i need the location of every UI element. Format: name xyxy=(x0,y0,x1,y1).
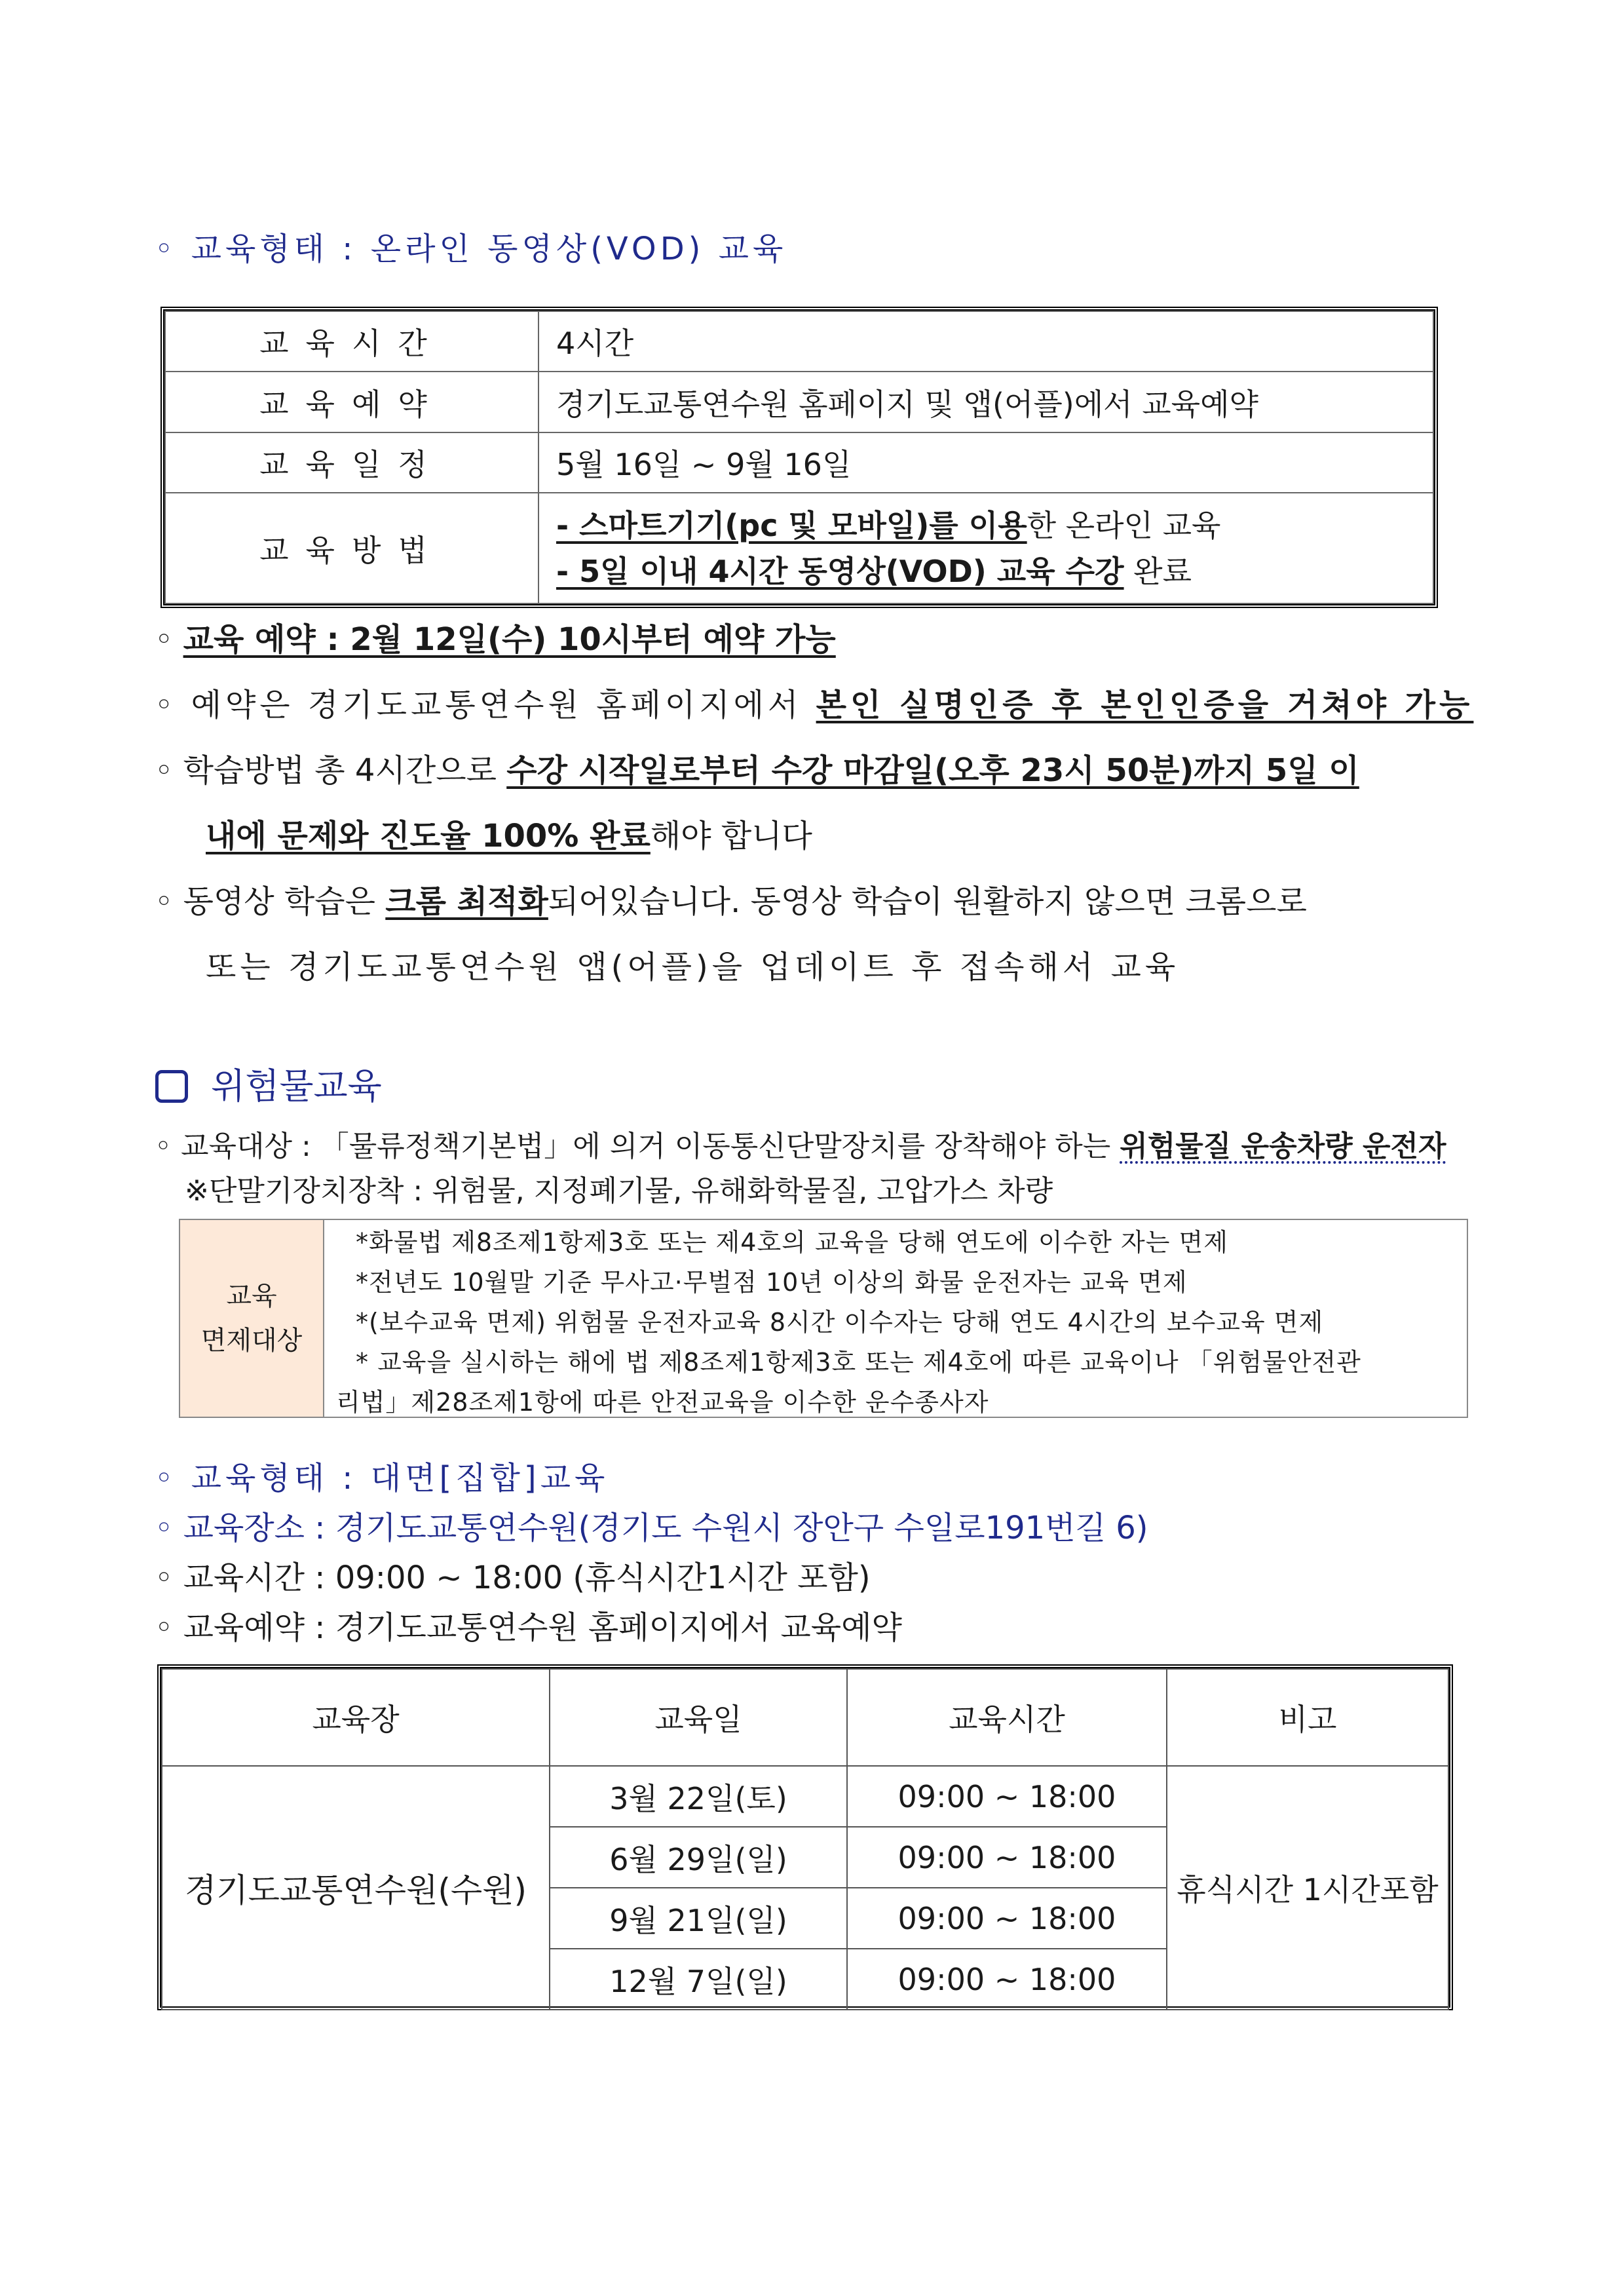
video-line-2: 또는 경기도교통연수원 앱(어플)을 업데이트 후 접속해서 교육 xyxy=(206,949,1180,985)
section-heading: 위험물교육 xyxy=(211,1065,382,1107)
exemption-line: *전년도 10월말 기준 무사고·무벌점 10년 이상의 화물 운전자는 교육 면제 xyxy=(356,1268,1188,1297)
table-row xyxy=(162,1766,1448,1827)
table-row xyxy=(165,493,1433,603)
bullet: ◦ xyxy=(155,621,183,658)
method-line1-underlined: - 스마트기기(pc 및 모바일)를 이용 xyxy=(556,507,1027,543)
booking-line xyxy=(155,619,836,660)
date-cell: 6월 29일(일) xyxy=(550,1827,847,1888)
exemption-label xyxy=(180,1220,324,1417)
video-prefix: ◦ 동영상 학습은 xyxy=(155,883,386,920)
method-underlined-1: 수강 시작일로부터 수강 마감일(오후 23시 50분)까지 5일 이 xyxy=(506,752,1359,789)
table-row xyxy=(165,432,1433,493)
verify-prefix: ◦ 예약은 경기도교통연수원 홈페이지에서 xyxy=(155,687,816,723)
header-date: 교육일 xyxy=(550,1669,847,1766)
table-row xyxy=(165,311,1433,372)
row-value: 경기도교통연수원 홈페이지 및 앱(어플)에서 교육예약 xyxy=(538,372,1433,432)
booking-text: 교육 예약 : 2월 12일(수) 10시부터 예약 가능 xyxy=(183,621,836,658)
exemption-body xyxy=(324,1220,1467,1417)
row-value xyxy=(538,493,1433,603)
date-cell: 9월 21일(일) xyxy=(550,1888,847,1949)
venue-cell: 경기도교통연수원(수원) xyxy=(162,1766,550,2010)
target-underlined: 위험물질 운송차량 운전자 xyxy=(1120,1130,1446,1163)
method-prefix: ◦ 학습방법 총 4시간으로 xyxy=(155,752,507,789)
hazmat-reserve-line: ◦ 교육예약 : 경기도교통연수원 홈페이지에서 교육예약 xyxy=(155,1609,902,1646)
time-cell: 09:00 ~ 18:00 xyxy=(847,1766,1167,1827)
time-cell: 09:00 ~ 18:00 xyxy=(847,1949,1167,2010)
hazmat-form-line: ◦ 교육형태 : 대면[집합]교육 xyxy=(155,1460,609,1497)
exemption-label-line1: 교육 xyxy=(226,1281,277,1311)
exemption-line: *(보수교육 면제) 위험물 운전자교육 8시간 이수자는 당해 연도 4시간의 보수교육 면제 xyxy=(356,1308,1324,1337)
header-venue: 교육장 xyxy=(162,1669,550,1766)
target-prefix: ◦ 교육대상 : 「물류정책기본법」에 의거 이동통신단말장치를 장착해야 하는 xyxy=(155,1130,1120,1163)
target-line xyxy=(155,1126,1446,1168)
method-line1-rest: 한 온라인 교육 xyxy=(1027,507,1221,543)
method-line xyxy=(155,750,1359,792)
method-suffix: 해야 합니다 xyxy=(650,818,812,854)
row-key: 교육시간 xyxy=(165,311,538,372)
method-line2-rest: 완료 xyxy=(1124,553,1192,589)
date-cell: 12월 7일(일) xyxy=(550,1949,847,2010)
row-value: 4시간 xyxy=(538,311,1433,372)
row-value: 5월 16일 ~ 9월 16일 xyxy=(538,432,1433,493)
device-note: ※단말기장치장착 : 위험물, 지정폐기물, 유해화학물질, 고압가스 차량 xyxy=(185,1174,1053,1208)
hazmat-place-line: ◦ 교육장소 : 경기도교통연수원(경기도 수원시 장안구 수일로191번길 6) xyxy=(155,1510,1148,1546)
date-cell: 3월 22일(토) xyxy=(550,1766,847,1827)
exemption-line: * 교육을 실시하는 해에 법 제8조제1항제3호 또는 제4호에 따른 교육이나 「위험물안전관 xyxy=(356,1348,1361,1377)
verify-line xyxy=(155,684,1473,726)
header-note: 비고 xyxy=(1167,1669,1448,1766)
video-suffix: 되어있습니다. 동영상 학습이 원활하지 않으면 크롬으로 xyxy=(548,883,1307,920)
video-underlined: 크롬 최적화 xyxy=(385,883,548,920)
method-line-2 xyxy=(206,815,812,857)
video-line xyxy=(155,881,1307,923)
verify-underlined: 본인 실명인증 후 본인인증을 거쳐야 가능 xyxy=(816,687,1474,723)
time-cell: 09:00 ~ 18:00 xyxy=(847,1827,1167,1888)
method-line2-underlined: - 5일 이내 4시간 동영상(VOD) 교육 수강 xyxy=(556,553,1124,589)
row-key: 교육방법 xyxy=(165,493,538,603)
online-form-line: ◦ 교육형태 : 온라인 동영상(VOD) 교육 xyxy=(155,231,787,267)
table-row xyxy=(165,372,1433,432)
time-cell: 09:00 ~ 18:00 xyxy=(847,1888,1167,1949)
row-key: 교육예약 xyxy=(165,372,538,432)
header-time: 교육시간 xyxy=(847,1669,1167,1766)
exemption-label-line2: 면제대상 xyxy=(200,1326,303,1356)
hazmat-time-line: ◦ 교육시간 : 09:00 ~ 18:00 (휴식시간1시간 포함) xyxy=(155,1559,871,1596)
method-underlined-2: 내에 문제와 진도율 100% 완료 xyxy=(206,818,651,854)
checkbox-square-icon xyxy=(155,1070,188,1103)
row-key: 교육일정 xyxy=(165,432,538,493)
note-cell: 휴식시간 1시간포함 xyxy=(1167,1766,1448,2010)
exemption-line: *화물법 제8조제1항제3호 또는 제4호의 교육을 당해 연도에 이수한 자는 면제 xyxy=(356,1228,1228,1257)
exemption-line: 리법」제28조제1항에 따른 안전교육을 이수한 운수종사자 xyxy=(336,1388,989,1417)
exemption-box xyxy=(179,1219,1468,1418)
table-header-row xyxy=(162,1669,1448,1766)
online-info-table xyxy=(161,307,1438,608)
schedule-table xyxy=(157,1664,1453,2010)
